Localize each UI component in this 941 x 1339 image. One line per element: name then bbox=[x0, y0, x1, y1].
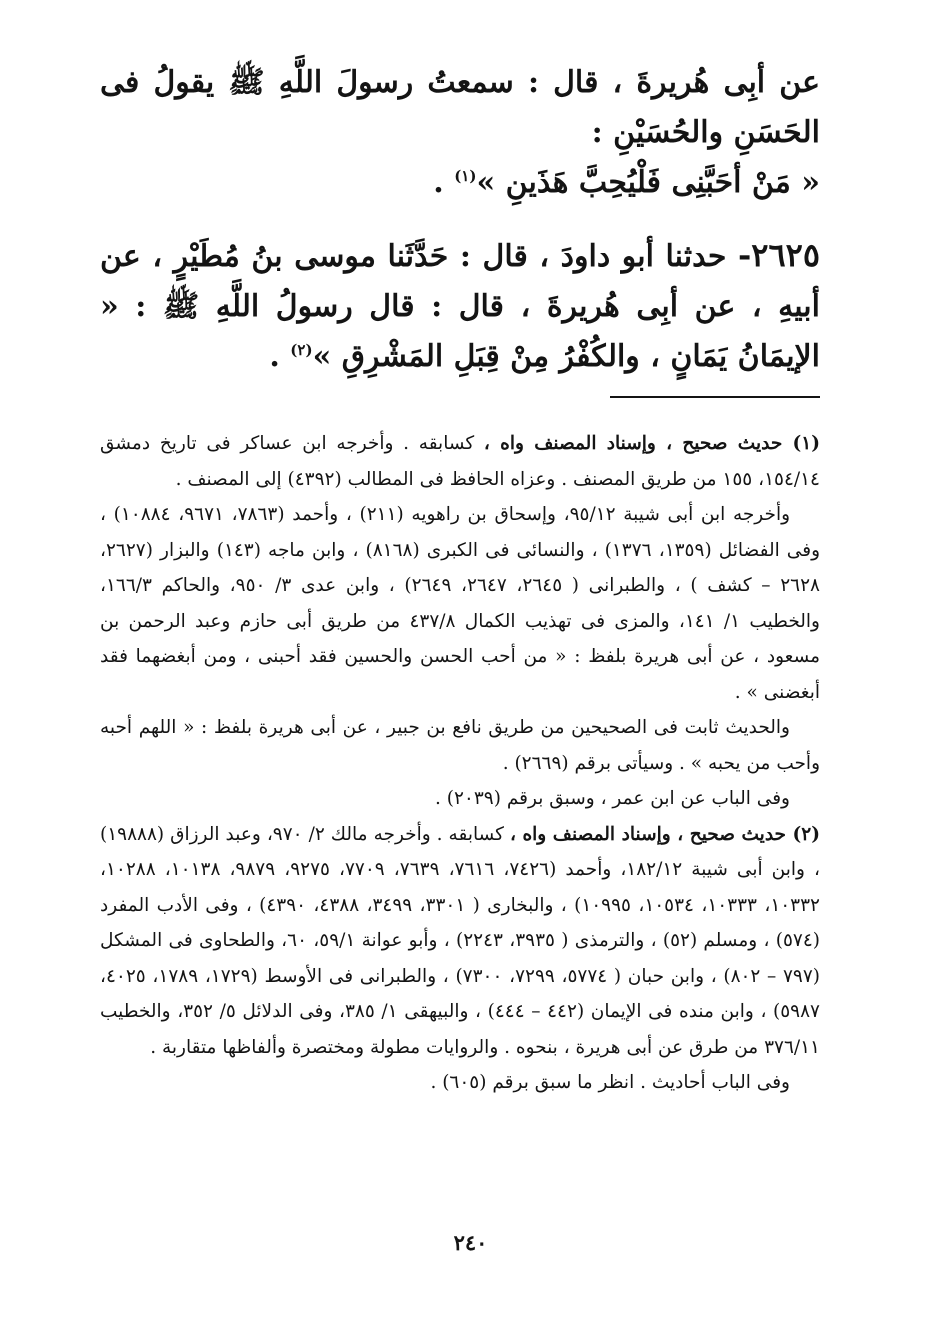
hadith-2-end: . bbox=[269, 339, 291, 374]
footnote-1-grading: (١) حديث صحيح ، وإسناد المصنف واه ، bbox=[483, 433, 820, 454]
hadith-1-quote: « مَنْ أحَبَّنِى فَلْيُحِبَّ هَذَينِ » bbox=[476, 165, 820, 200]
footnote-marker-2[interactable]: (٢) bbox=[290, 341, 313, 359]
footnote-1-paragraph-3: والحديث ثابت فى الصحيحين من طريق نافع بن جبير ، عن أبى هريرة بلفظ : « اللهم أحبه وأحب من يحبه » . وسيأتى برقم (٢٦٦٩) . bbox=[100, 717, 820, 774]
footnote-2-grading: (٢) حديث صحيح ، وإسناد المصنف واه ، bbox=[509, 823, 820, 845]
hadith-1-end: . bbox=[433, 165, 455, 200]
footnote-2 bbox=[100, 817, 820, 1066]
hadith-paragraph-2 bbox=[100, 230, 820, 382]
footnote-1-body: كسابقه . وأخرجه ابن عساكر فى تاريخ دمشق ١٥٤/١٤، ١٥٥ من طريق المصنف . وعزاه الحافظ فى المطالب (٤٣٩٢) إلى المصنف . bbox=[100, 433, 820, 490]
hadith-number: ٢٦٢٥- bbox=[737, 236, 820, 274]
footnote-2-body: كسابقه . وأخرجه مالك ٢/ ٩٧٠، وعبد الرزاق (١٩٨٨٨) ، وابن أبى شيبة ١٨٢/١٢، وأحمد (٧٤٢٦، ٧٦١٦، ٧٦٣٩، ٧٧٠٩، ٩٢٧٥، ٩٨٧٩، ١٠١٣٨، ١٠٢٨٨، ١٠٣٣٢، ١٠٣٣٣، ١٠٥٣٤، ١٠٩٩٥) ، والبخارى ( ٣٣٠١، ٣٤٩٩، ٤٣٨٨، ٤٣٩٠) ، وفى الأدب المفرد (٥٧٤) ، ومسلم (٥٢) ، والترمذى ( ٣٩٣٥، ٢٢٤٣) ، وأبو عوانة ٥٩/١، ٦٠، والطحاوى فى المشكل (٧٩٧ – ٨٠٢) ، وابن حبان ( ٥٧٧٤، ٧٢٩٩، ٧٣٠٠) ، والطبرانى فى الأوسط (١٧٢٩، ١٧٨٩، ٤٠٢٥، ٥٩٨٧) ، وابن منده فى الإيمان (٤٤٢ – ٤٤٤) ، والبيهقى ١/ ٣٨٥، وفى الدلائل ٥/ ٣٥٢، والخطيب ٣٧٦/١١ من طرق عن أبى هريرة ، بنحوه . والروايات مطولة ومختصرة وألفاظها متقاربة . bbox=[100, 823, 821, 1058]
hadith-1-line-1: عن أبِى هُريرةَ ، قال : سمعتُ رسولَ اللَّهِ ﷺ يقولُ فى الحَسَنِ والحُسَيْنِ : bbox=[100, 65, 820, 150]
footnote-marker-1[interactable]: (١) bbox=[454, 167, 477, 185]
main-text bbox=[100, 58, 820, 382]
hadith-paragraph-1 bbox=[100, 58, 820, 208]
footnote-1-paragraph-4: وفى الباب عن ابن عمر ، وسبق برقم (٢٠٣٩) . bbox=[435, 788, 790, 809]
footnote-2-paragraph-2: وفى الباب أحاديث . انظر ما سبق برقم (٦٠٥) . bbox=[430, 1072, 790, 1093]
footnote-1-paragraph-2: وأخرجه ابن أبى شيبة ٩٥/١٢، وإسحاق بن راهويه (٢١١) ، وأحمد (٧٨٦٣، ٩٦٧١، ١٠٨٨٤) ، وفى الفضائل (١٣٥٩، ١٣٧٦) ، والنسائى فى الكبرى (٨١٦٨) ، وابن ماجه (١٤٣) والبزار (٢٦٢٧، ٢٦٢٨ – كشف ) ، والطبرانى ( ٢٦٤٥، ٢٦٤٧، ٢٦٤٩) ، وابن عدى ٣/ ٩٥٠، والحاكم ١٦٦/٣، والخطيب ١/ ١٤١، والمزى فى تهذيب الكمال ٤٣٧/٨ من طريق أبى حازم وعبد الرحمن بن مسعود ، عن أبى هريرة بلفظ : « من أحب الحسن والحسين فقد أحبنى ، ومن أبغضهما فقد أبغضنى » . bbox=[100, 504, 821, 703]
footnotes bbox=[100, 426, 820, 1101]
page-number: ٢٤٠ bbox=[453, 1230, 488, 1255]
footnote-separator bbox=[610, 396, 820, 398]
footnote-1 bbox=[100, 426, 820, 497]
hadith-2-text: حدثنا أبو داودَ ، قال : حَدَّثَنا موسى بنُ مُطَيْرٍ ، عن أبيهِ ، عن أبِى هُريرةَ ، قال : قال رسولُ اللَّهِ ﷺ : « الإيمَانُ يَمَانٍ ، والكُفْرُ مِنْ قِبَلِ المَشْرِقِ » bbox=[100, 239, 820, 374]
page bbox=[100, 58, 820, 1298]
